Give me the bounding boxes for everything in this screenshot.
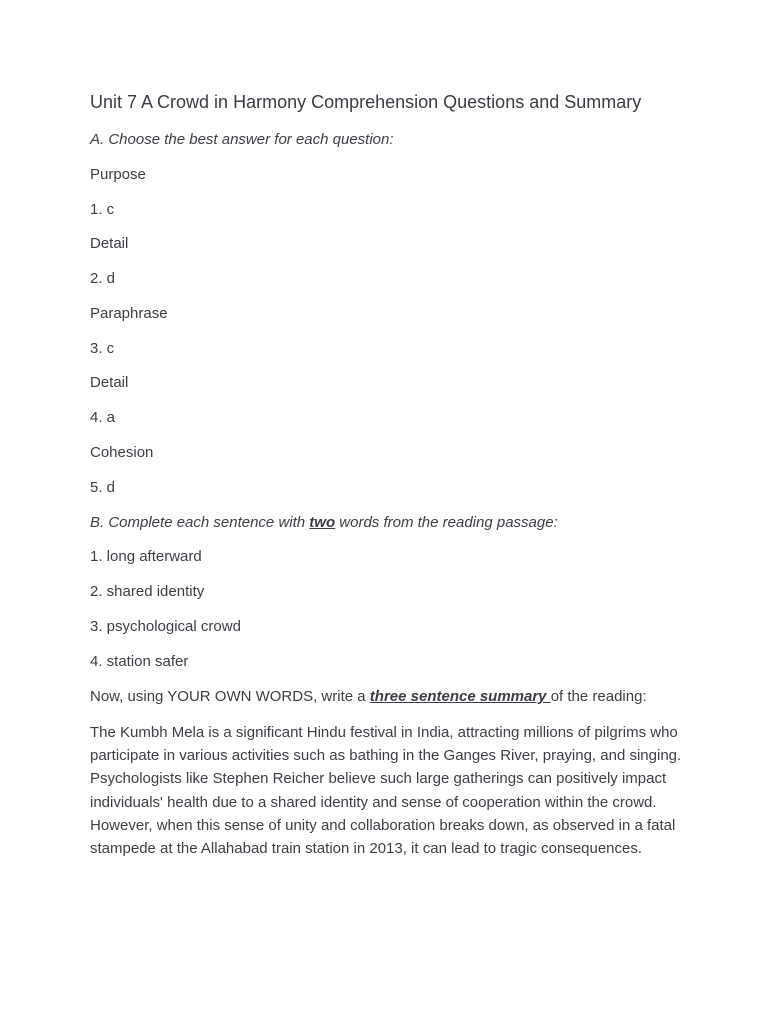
fill-in-answer: 3. psychological crowd — [90, 618, 241, 635]
section-b-heading — [90, 513, 558, 533]
summary-prompt-post: of the reading: — [550, 688, 647, 705]
section-b-heading-emphasis: two — [309, 514, 336, 531]
question-category: Detail — [90, 374, 129, 391]
question-answer: 2. d — [90, 270, 116, 287]
question-answer: 5. d — [90, 479, 116, 496]
summary-prompt-emphasis: three sentence summary — [369, 688, 551, 705]
summary-prompt-pre: Now, using YOUR OWN WORDS, write a — [90, 688, 370, 705]
question-answer: 3. c — [90, 340, 115, 357]
question-answer: 4. a — [90, 409, 116, 426]
section-b-heading-pre: B. Complete each sentence with — [90, 514, 310, 531]
summary-prompt — [90, 687, 647, 707]
question-answer: 1. c — [90, 201, 115, 218]
question-category: Cohesion — [90, 444, 154, 461]
question-category: Purpose — [90, 166, 146, 183]
question-category: Paraphrase — [90, 305, 168, 322]
fill-in-answer: 2. shared identity — [90, 583, 205, 600]
section-b-heading-post: words from the reading passage: — [335, 514, 558, 531]
fill-in-answer: 1. long afterward — [90, 548, 202, 565]
page-title: Unit 7 A Crowd in Harmony Comprehension Questions and Summary — [90, 92, 642, 112]
summary-paragraph: The Kumbh Mela is a significant Hindu festival in India, attracting millions of pilgrims who participate in various activities such as bathing in the Ganges River, praying, and singing. Psychologists like Stephen Reicher believe such large gatherings can positively impact individuals' health due to a shared identity and sense of cooperation within the crowd. However, when this sense of unity and collaboration breaks down, as observed in a fatal stampede at the Allahabad train station in 2013, it can lead to tragic consequences. — [90, 724, 682, 858]
question-category: Detail — [90, 235, 129, 252]
section-a-heading: A. Choose the best answer for each question: — [90, 131, 394, 148]
fill-in-answer: 4. station safer — [90, 653, 189, 670]
